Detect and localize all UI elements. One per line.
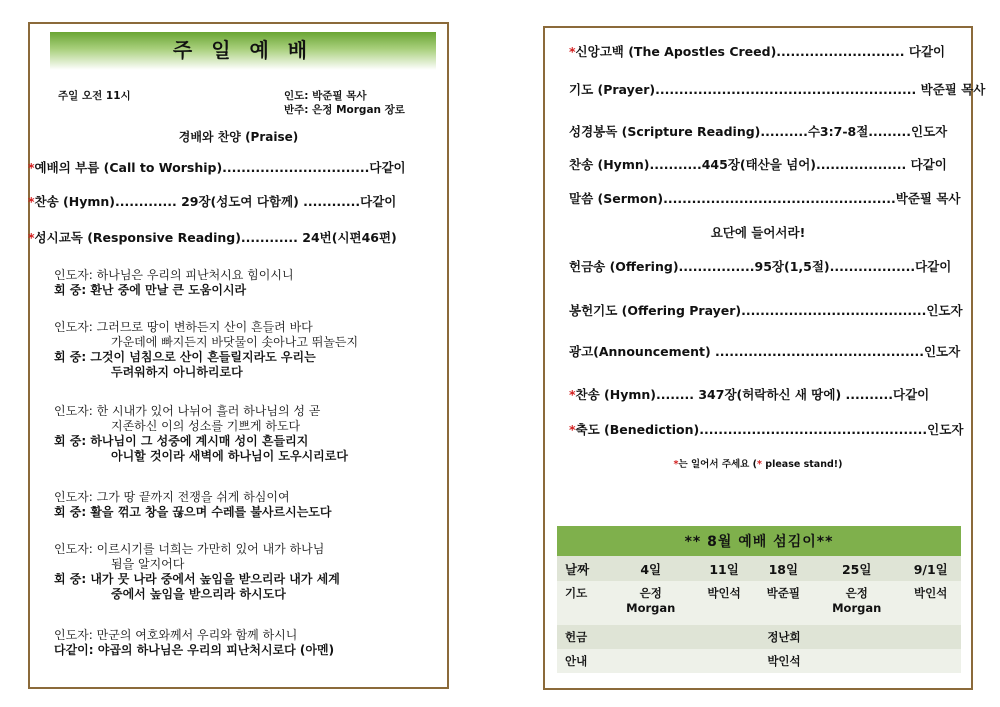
order-item	[569, 301, 963, 319]
responsive-stanza	[54, 628, 334, 658]
bulletin-right-page	[543, 26, 986, 690]
order-item	[569, 257, 951, 275]
people-line: 회 중: 활을 꺾고 창을 끊으며 수레를 불사르시는도다	[54, 505, 332, 519]
leader-line: 인도자: 하나님은 우리의 피난처시요 힘이시니	[54, 268, 294, 282]
order-item-text: 찬송 (Hymn)............. 29장(성도여 다함께) ............다같이	[34, 194, 397, 209]
row-label: 날짜	[557, 556, 607, 581]
order-item	[569, 155, 947, 173]
order-item-text: 봉헌기도 (Offering Prayer).......................................인도자	[569, 303, 963, 318]
table-row	[557, 581, 961, 625]
date-cell: 11일	[694, 556, 753, 581]
order-item	[569, 420, 963, 438]
leader-line: 인도자: 그가 땅 끝까지 전쟁을 쉬게 하심이여	[54, 490, 290, 504]
prayer-cell: 은정 Morgan	[607, 581, 694, 625]
date-cell: 9/1일	[900, 556, 961, 581]
bulletin-left-page	[28, 22, 449, 689]
prayer-cell: 박인석	[900, 581, 961, 625]
leader-line-cont: 지존하신 이의 성소를 기쁘게 하도다	[111, 419, 301, 433]
people-line: 회 중: 그것이 넘침으로 산이 흔들릴지라도 우리는	[54, 350, 316, 364]
row-label: 기도	[557, 581, 607, 625]
leader-line: 인도자: 한 시내가 있어 나뉘어 흘러 하나님의 성 곧	[54, 404, 321, 418]
guide-cell: 박인석	[607, 649, 961, 673]
date-cell: 18일	[754, 556, 813, 581]
stand-marker: *	[569, 422, 576, 437]
order-item-text: 헌금송 (Offering)................95장(1,5절)..................다같이	[569, 259, 952, 274]
leader-line: 인도자: 만군의 여호와께서 우리와 함께 하시니	[54, 628, 298, 642]
table-row	[557, 649, 961, 673]
order-item	[28, 158, 406, 176]
stand-marker: *	[569, 44, 576, 59]
service-title: 주 일 예 배	[50, 32, 436, 70]
people-line: 회 중: 하나님이 그 성중에 계시매 성이 흔들리지	[54, 434, 309, 448]
people-line: 다같이: 야곱의 하나님은 우리의 피난처시로다 (아멘)	[54, 643, 335, 657]
stand-note: *는 일어서 주세요 (* please stand!)	[673, 459, 843, 470]
table-row	[557, 556, 961, 581]
responsive-stanza	[54, 320, 358, 380]
schedule-title-row	[557, 526, 961, 556]
people-line-cont: 아니할 것이라 새벽에 하나님이 도우시리로다	[111, 449, 348, 463]
leader-line-cont: 가운데에 빠지든지 바닷물이 솟아나고 뛰놀든지	[111, 335, 359, 349]
order-item	[569, 385, 929, 403]
serving-schedule-table	[557, 526, 961, 673]
schedule-title: ** 8월 예배 섬김이**	[557, 526, 961, 556]
sermon-title	[545, 223, 971, 241]
stand-marker: *	[569, 387, 576, 402]
prayer-cell: 은정 Morgan	[813, 581, 900, 625]
table-row	[557, 625, 961, 649]
order-item-text: 광고(Announcement) ............................................인도자	[569, 344, 961, 359]
date-cell: 25일	[813, 556, 900, 581]
responsive-stanza	[54, 542, 340, 602]
order-item-text: 말씀 (Sermon).................................................박준필 목사	[569, 191, 961, 206]
stand-marker: *	[28, 194, 35, 209]
leader-line-cont: 됨을 알지어다	[111, 557, 185, 571]
order-item	[28, 192, 396, 210]
leader-line: 인도자: 이르시기를 너희는 가만히 있어 내가 하나님	[54, 542, 325, 556]
leader-info: 인도: 박준필 목사	[284, 90, 367, 102]
row-label: 헌금	[557, 625, 607, 649]
date-cell: 4일	[607, 556, 694, 581]
order-item-text: 성경봉독 (Scripture Reading)..........수3:7-8절.........인도자	[569, 124, 948, 139]
leader-line: 인도자: 그러므로 땅이 변하든지 산이 흔들려 바다	[54, 320, 313, 334]
order-item-text: 기도 (Prayer)....................................................... 박준필 목사	[569, 82, 986, 97]
people-line: 회 중: 내가 뭇 나라 중에서 높임을 받으리라 내가 세계	[54, 572, 340, 586]
order-item-text: 예배의 부름 (Call to Worship)...............................다같이	[34, 160, 406, 175]
people-line-cont: 두려워하지 아니하리로다	[111, 365, 243, 379]
order-item	[569, 189, 961, 207]
prayer-cell: 박인석	[694, 581, 753, 625]
order-item-text: 신앙고백 (The Apostles Creed)........................... 다같이	[575, 44, 946, 59]
order-item	[28, 228, 397, 246]
order-item-text: 축도 (Benediction)................................................인도자	[575, 422, 964, 437]
section-heading: 경배와 찬양 (Praise)	[178, 130, 299, 144]
people-line-cont: 중에서 높임을 받으리라 하시도다	[111, 587, 286, 601]
order-item	[569, 122, 947, 140]
stand-marker: *	[28, 160, 35, 175]
order-item-text: 찬송 (Hymn)........ 347장(허락하신 새 땅에) ..........다같이	[575, 387, 930, 402]
responsive-stanza	[54, 490, 331, 520]
responsive-stanza	[54, 268, 294, 298]
row-label: 안내	[557, 649, 607, 673]
sermon-title-text: 요단에 들어서라!	[710, 225, 806, 240]
offering-cell: 정난희	[607, 625, 961, 649]
accompanist-info: 반주: 은정 Morgan 장로	[284, 104, 405, 116]
people-line: 회 중: 환난 중에 만날 큰 도움이시라	[54, 283, 247, 297]
order-item-text: 성시교독 (Responsive Reading)............ 24번(시편46편)	[34, 230, 397, 245]
order-item-text: 찬송 (Hymn)...........445장(태산을 넘어)................... 다같이	[569, 157, 947, 172]
order-item	[569, 80, 985, 98]
service-time: 주일 오전 11시	[58, 90, 131, 102]
stand-marker: *	[28, 230, 35, 245]
order-item	[569, 342, 960, 360]
order-item	[569, 42, 945, 60]
prayer-cell: 박준필	[754, 581, 813, 625]
responsive-stanza	[54, 404, 348, 464]
